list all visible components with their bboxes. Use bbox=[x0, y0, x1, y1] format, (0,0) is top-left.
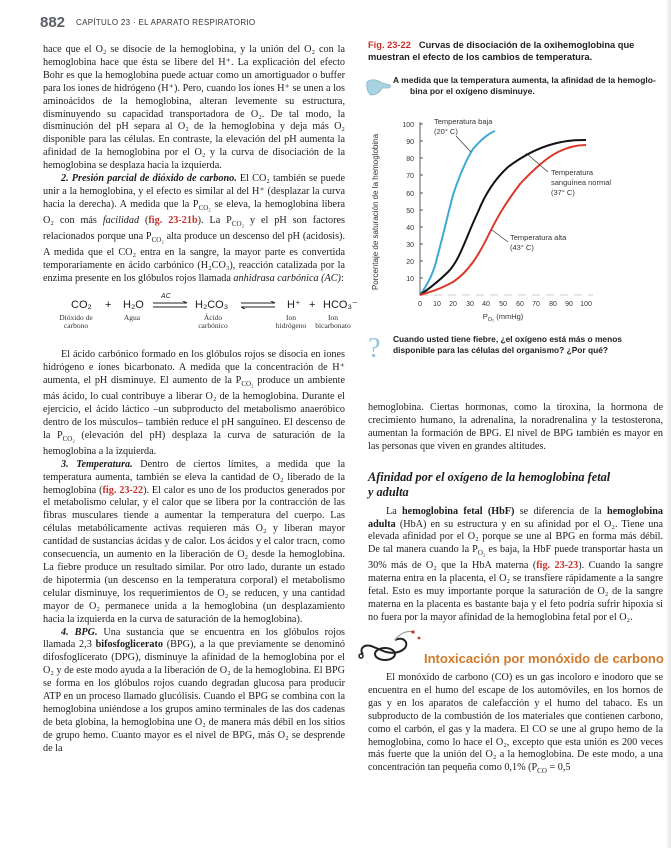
svg-text:100: 100 bbox=[580, 301, 592, 308]
stethoscope-icon bbox=[355, 620, 425, 666]
chemical-equation bbox=[43, 293, 358, 341]
svg-text:80: 80 bbox=[549, 301, 557, 308]
svg-text:(43° C): (43° C) bbox=[510, 243, 534, 252]
figure-link-23-22[interactable]: fig. 23-22 bbox=[102, 484, 144, 496]
figure-link-23-23[interactable]: fig. 23-23 bbox=[536, 560, 579, 572]
svg-text:10: 10 bbox=[433, 301, 441, 308]
right-column-co-text bbox=[368, 672, 663, 778]
svg-text:80: 80 bbox=[406, 156, 414, 163]
curve-normal-temperature bbox=[420, 140, 586, 295]
eq-co2: CO₂ bbox=[71, 299, 92, 312]
running-head: CAPÍTULO 23 · EL APARATO RESPIRATORIO bbox=[76, 18, 256, 27]
oxyhemoglobin-dissociation-chart bbox=[368, 112, 618, 322]
svg-text:10: 10 bbox=[406, 276, 414, 283]
svg-text:70: 70 bbox=[532, 301, 540, 308]
item-label-temperature: 3. Temperatura. bbox=[61, 458, 133, 470]
figure-caption: Fig. 23-22 Curvas de disociación de la oxihemoglobina que muestran el efecto de los cambios de temperatura. bbox=[368, 40, 635, 62]
paragraph-bpg: 4. BPG. Una sustancia que se encuentra en los glóbulos rojos llamada 2,3 bifosfoglicerato (BPG), a la que previamente se denominó difosfoglicerato (DPG), disminuye la afinidad de la hemoglobina por el O₂ y de este modo ayuda a la liberación de O₂ de la hemoglobina. El BPG se forma en los glóbulos rojos cuando degradan glucosa para producir ATP en un proceso llamado glucólisis. Cuando el BPG se combina con la hemoglobina uniéndose a los grupos amino terminales de las dos cadenas de beta globina, la hemoglobina une O₂ de manera más débil en los sitios de grupo hemo. Cuanto mayor es el nivel de BPG, más O₂ se desprende de la bbox=[43, 626, 346, 754]
eq-plus: + bbox=[105, 299, 112, 312]
label-high-temp: Temperatura alta bbox=[510, 233, 567, 242]
eq-h2o: H₂O bbox=[123, 299, 144, 312]
svg-text:90: 90 bbox=[565, 301, 573, 308]
eq-h2co3: H₂CO₃ bbox=[195, 299, 229, 312]
question-mark-icon bbox=[366, 333, 388, 367]
section-heading-fetal-hemoglobin: Afinidad por el oxígeno de la hemoglobina fetal y adulta bbox=[368, 469, 611, 499]
eq-label-h-ion: Ion hidrógeno bbox=[275, 313, 307, 331]
svg-text:20: 20 bbox=[406, 259, 414, 266]
svg-text:0: 0 bbox=[418, 301, 422, 308]
box-heading-co-poisoning: Intoxicación por monóxido de carbono bbox=[424, 651, 664, 666]
paragraph-carbon-monoxide: El monóxido de carbono (CO) es un gas incoloro e inodoro que se encuentra en el humo del escape de los automóviles, en los hornos de gas y en los aparatos de calefacción y el humo del tabaco. Es un subproducto de la combustión de los materiales que contienen carbono, como el carbón, el gas y la madera. El CO se une al grupo hemo de la hemoglobina, como lo hace el O₂, excepto que esta unión es 200 veces más fuerte que la unión del O₂ a la hemoglobina. De este modo, a una concentración tan pequeña como 0,1% ($P_{CO} = 0,5$ bbox=[368, 672, 663, 776]
right-column bbox=[368, 402, 663, 625]
label-normal-temp: Temperatura bbox=[551, 168, 594, 177]
equilibrium-arrow-icon bbox=[241, 301, 277, 309]
label-low-temp: Temperatura baja bbox=[434, 117, 493, 126]
eq-label-co2: Dióxido de carbono bbox=[59, 313, 93, 331]
paragraph-fetal-hemoglobin: La hemoglobina fetal (HbF) se diferencia de la hemoglobina adulta (HbA) en su estructura y en su afinidad por el O₂. Tiene una elevada afinidad por el O₂ porque se une al BPG en forma más débil. De tal manera cuando la $P_{O_2}$ es baja, la HbF puede transportar hasta un 30% más de O₂ que la HbA materna (fig. 23-23). Cuando la sangre materna entra en la placenta, el O₂ se transfiere rápidamente a la sangre fetal. Esto es muy importante porque la saturación de O₂ de la sangre materna en la placenta es bastante baja y el feto podría sufrir hipoxia si no fuera por la mayor afinidad de la hemoglobina fetal por el O₂. bbox=[368, 505, 663, 623]
svg-text:40: 40 bbox=[482, 301, 490, 308]
svg-text:(20° C): (20° C) bbox=[434, 127, 458, 136]
eq-plus-2: + bbox=[309, 299, 316, 312]
svg-text:50: 50 bbox=[499, 301, 507, 308]
left-column bbox=[43, 44, 358, 756]
item-label-pco2: 2. Presión parcial de dióxido de carbono. bbox=[61, 173, 237, 185]
svg-text:30: 30 bbox=[466, 301, 474, 308]
eq-hco3: HCO₃⁻ bbox=[323, 299, 358, 312]
eq-label-h2co3: Ácido carbónico bbox=[198, 313, 228, 331]
figure-question: Cuando usted tiene fiebre, ¿el oxígeno está más o menos disponible para las células del organismo? ¿Por qué? bbox=[393, 334, 622, 355]
paragraph-hormones: hemoglobina. Ciertas hormonas, como la tiroxina, la hormona de crecimiento humano, la adrenalina, la noradrenalina y la testosterona, aumentan la formación de BPG. El nivel de BPG también es mayor en las personas que viven en grandes altitudes. bbox=[368, 402, 663, 452]
forward-arrow-icon bbox=[153, 301, 189, 309]
y-axis-label: Porcentaje de saturación de la hemoglobina bbox=[371, 133, 380, 291]
eq-label-hco3: Ion bicarbonato bbox=[315, 313, 351, 331]
svg-text:100: 100 bbox=[402, 122, 414, 129]
svg-text:70: 70 bbox=[406, 173, 414, 180]
svg-text:60: 60 bbox=[406, 191, 414, 198]
svg-text:?: ? bbox=[368, 333, 381, 364]
item-label-bpg: 4. BPG. bbox=[61, 626, 98, 638]
paragraph-carbonic-acid: El ácido carbónico formado en los glóbulos rojos se disocia en iones hidrógeno e iones bicarbonato. A medida que la concentración de H⁺ aumenta, el pH disminuye. El aumento de la $P_{CO_2}$ produce un ambiente más ácido, lo cual contribuye a liberar O₂ de la hemoglobina. Durante el ejercicio, el ácido láctico –un subproducto del metabolismo anaeróbico dentro de los músculos– también reduce el pH sanguíneo. El descenso de la $P_{CO_2}$ (elevación del pH) desplaza la curva de saturación de la hemoglobina a la izquierda. bbox=[43, 349, 345, 457]
paragraph-pco2: 2. Presión parcial de dióxido de carbono. El CO₂ también se puede unir a la hemoglobina, y el efecto es similar al del H⁺ (desplazar la curva hacia la derecha). A medida que la $P_{CO_2}$ se eleva, la hemoglobina libera O₂ con más facilidad (fig. 23-21b). La $P_{CO_2}$ y el pH son factores relacionados porque una $P_{CO_2}$ alta produce un descenso del pH (acidosis). A medida que el CO₂ entra en la sangre, la mayor parte es convertida temporariamente en ácido carbónico (H₂CO₃), reacción catalizada por la enzima presente en los glóbulos rojos llamada anhidrasa carbónica (AC): bbox=[43, 173, 345, 284]
figure-number: Fig. 23-22 bbox=[368, 40, 411, 50]
paragraph-temperature: 3. Temperatura. Dentro de ciertos límites, a medida que la temperatura aumenta, también se eleva la cantidad de O₂ liberado de la hemoglobina (fig. 23-22). El calor es uno de los productos generados por el metabolismo celular, y el calor que se libera por la contracción de las fibras musculares tiende a aumentar la temperatura del cuerpo. Las células metabólicamente activas requieren más O₂ y liberan mayor cantidad de sustancias ácidas y de calor. Los ácidos y el calor tracn, como consecuencia, un aumento en la liberación de O₂ desde la hemoglobina. La fiebre produce un resultado similar. Por otro lado, durante un estado de hipotermia (un descenso en la temperatura corporal) el metabolismo celular disminuye, los requerimientos de O₂ se reducen, y una cantidad mayor de O₂ permanece unida a la hemoglobina (un desplazamiento hacia la izquierda en la curva de saturación de la hemoglobina). bbox=[43, 458, 345, 625]
curve-low-temperature bbox=[420, 131, 495, 295]
figure-link-23-21b[interactable]: fig. 23-21b bbox=[148, 214, 198, 226]
paragraph-bohr-effect: hace que el O₂ se disocie de la hemoglobina, y la unión del O₂ con la hemoglobina hace que ésta se libere del H⁺. La explicación del efecto Bohr es que la hemoglobina puede actuar como un amortiguador o buffer para los iones de hidrógeno (H⁺). Pero, cuando los iones H⁺ se unen a los aminoácidos de la hemoglobina, alteran levemente su estructura, disminuyendo su capacidad transportadora de O₂. De tal modo, la disminución del pH separa al O₂ de la hemoglobina y deja más O₂ disponible para las células. En contraste, la elevación del pH aumenta la afinidad de la hemoglobina por el O₂ y la curva de disociación de la hemoglobina se desplaza hacia la izquierda. bbox=[43, 44, 345, 172]
eq-catalyst: AC bbox=[161, 293, 171, 301]
figure-key-note: A medida que la temperatura aumenta, la afinidad de la hemoglo- bina por el oxígeno disminuye. bbox=[393, 75, 656, 96]
svg-text:40: 40 bbox=[406, 225, 414, 232]
eq-label-h2o: Agua bbox=[123, 313, 141, 323]
svg-text:90: 90 bbox=[406, 139, 414, 146]
svg-text:(37° C): (37° C) bbox=[551, 188, 575, 197]
x-axis-label: $P_{O_2}$ (mmHg) bbox=[482, 312, 524, 322]
svg-text:30: 30 bbox=[406, 242, 414, 249]
eq-h-ion: H⁺ bbox=[287, 299, 301, 312]
svg-text:sanguínea normal: sanguínea normal bbox=[551, 178, 612, 187]
page-number: 882 bbox=[40, 14, 66, 31]
pointing-hand-icon bbox=[366, 76, 392, 98]
svg-text:60: 60 bbox=[516, 301, 524, 308]
svg-text:20: 20 bbox=[449, 301, 457, 308]
svg-text:50: 50 bbox=[406, 208, 414, 215]
page-edge-shadow bbox=[665, 0, 671, 848]
